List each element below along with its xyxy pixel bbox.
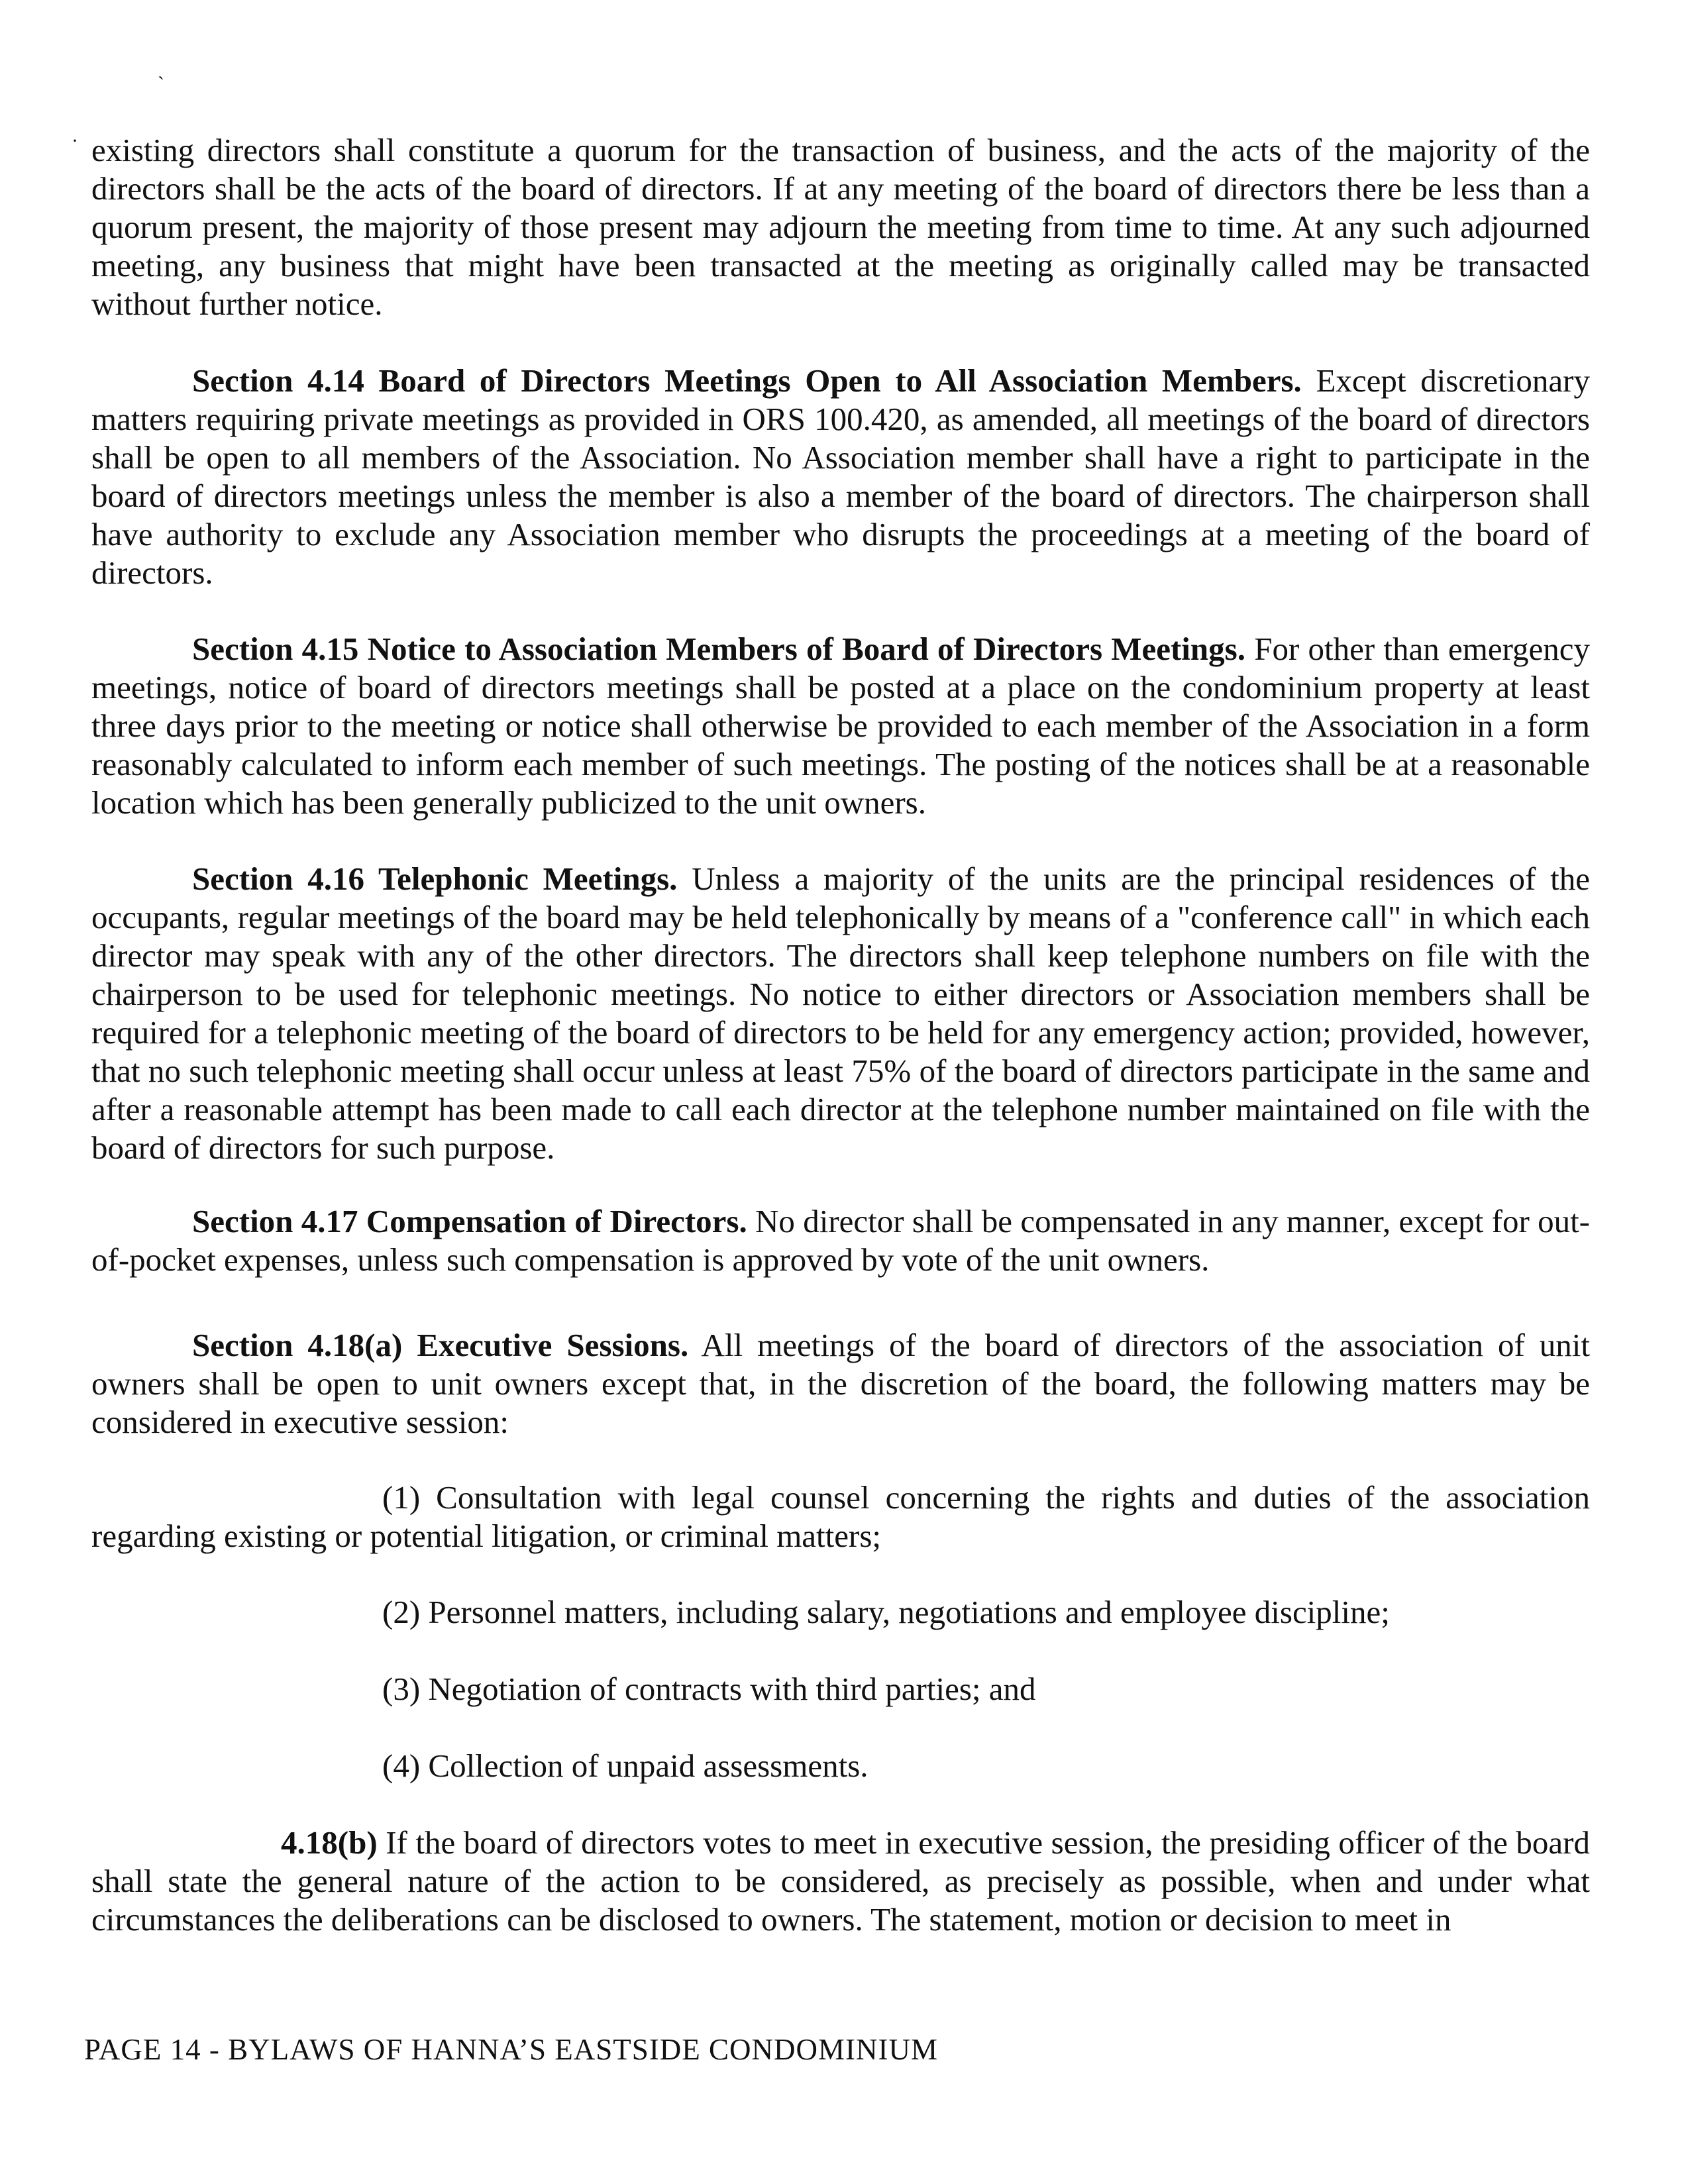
section-4-18b bbox=[91, 1824, 1590, 1939]
list-item: (2) Personnel matters, including salary, negotiations and employee discipline; bbox=[382, 1594, 1390, 1630]
section-4-18a bbox=[91, 1326, 1590, 1441]
section-body: Except discretionary matters requiring private meetings as provided in ORS 100.420, as amended, all meetings of the board of directors shall be open to all members of the Association. No Association member shall have a right to participate in the board of directors meetings unless the member is also a member of the board of directors. The chairperson shall have authority to exclude any Association member who disrupts the proceedings at a meeting of the board of directors. bbox=[91, 362, 1590, 591]
section-4-15 bbox=[91, 630, 1590, 822]
list-item: (4) Collection of unpaid assessments. bbox=[382, 1747, 868, 1784]
section-body: Unless a majority of the units are the principal residences of the occupants, regular meetings of the board may be held telephonically by means of a "conference call" in which each director may speak with any of the other directors. The directors shall keep telephone numbers on file with the chairperson to be used for telephonic meetings. No notice to either directors or Association members shall be required for a telephonic meeting of the board of directors to be held for any emergency action; provided, however, that no such telephonic meeting shall occur unless at least 75% of the board of directors participate in the same and after a reasonable attempt has been made to call each director at the telephone number maintained on file with the board of directors for such purpose. bbox=[91, 860, 1590, 1166]
section-heading: Section 4.14 Board of Directors Meetings Open to All Association Members. bbox=[192, 362, 1302, 399]
list-item: (1) Consultation with legal counsel concerning the rights and duties of the association regarding existing or potential litigation, or criminal matters; bbox=[91, 1479, 1590, 1554]
section-4-16 bbox=[91, 860, 1590, 1167]
scan-mark: · bbox=[72, 130, 78, 152]
section-heading: Section 4.17 Compensation of Directors. bbox=[192, 1203, 747, 1239]
section-4-17 bbox=[91, 1202, 1590, 1279]
section-body: All meetings of the board of directors of the association of unit owners shall be open to unit owners except that, in the discretion of the board, the following matters may be considered in executive session: bbox=[91, 1327, 1590, 1440]
list-item: (3) Negotiation of contracts with third parties; and bbox=[382, 1671, 1036, 1707]
section-heading: Section 4.15 Notice to Association Members of Board of Directors Meetings. bbox=[192, 631, 1245, 667]
scan-mark: ` bbox=[158, 73, 164, 95]
section-body: If the board of directors votes to meet in executive session, the presiding officer of the board shall state the general nature of the action to be considered, as precisely as possible, when and under what circumstances the deliberations can be disclosed to owners. The statement, motion or decision to meet in bbox=[91, 1824, 1590, 1938]
section-body: For other than emergency meetings, notice of board of directors meetings shall be posted at a place on the condominium property at least three days prior to the meeting or notice shall otherwise be provided to each member of the Association in a form reasonably calculated to inform each member of such meetings. The posting of the notices shall be at a reasonable location which has been generally publicized to the unit owners. bbox=[91, 631, 1590, 821]
section-heading: 4.18(b) bbox=[281, 1824, 378, 1861]
continued-paragraph bbox=[91, 131, 1590, 323]
section-heading: Section 4.16 Telephonic Meetings. bbox=[192, 860, 678, 897]
section-4-14 bbox=[91, 362, 1590, 592]
section-heading: Section 4.18(a) Executive Sessions. bbox=[192, 1327, 689, 1363]
section-body: No director shall be compensated in any manner, except for out-of-pocket expenses, unless such compensation is approved by vote of the unit owners. bbox=[91, 1203, 1591, 1278]
page-footer: PAGE 14 - BYLAWS OF HANNA’S EASTSIDE CONDOMINIUM bbox=[84, 2033, 939, 2066]
continued-paragraph-text: existing directors shall constitute a quorum for the transaction of business, and the acts of the majority of the directors shall be the acts of the board of directors. If at any meeting of the board of directors there be less than a quorum present, the majority of those present may adjourn the meeting from time to time. At any such adjourned meeting, any business that might have been transacted at the meeting as originally called may be transacted without further notice. bbox=[91, 132, 1590, 322]
